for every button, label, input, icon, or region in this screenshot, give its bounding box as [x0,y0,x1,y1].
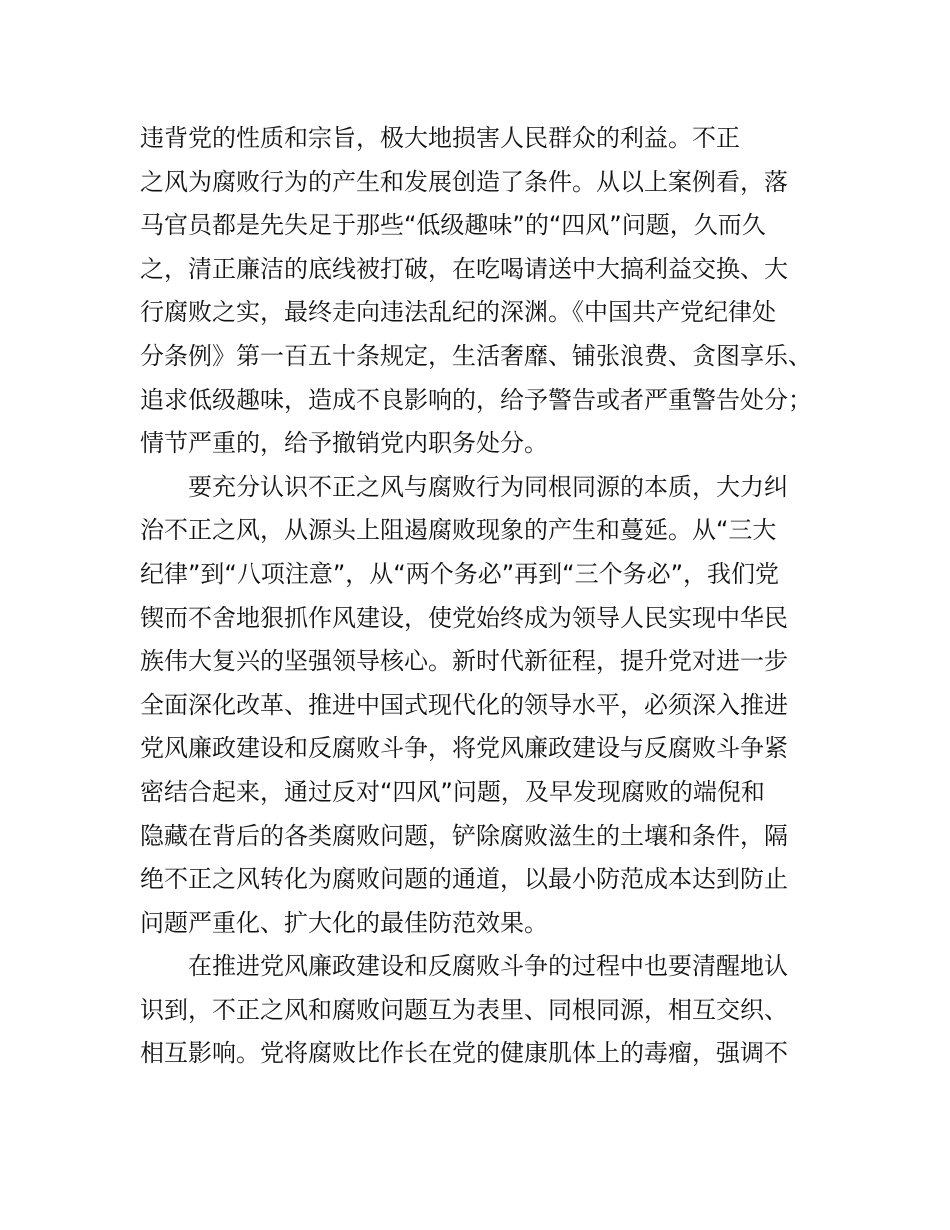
text-line: 相互影响。党将腐败比作长在党的健康肌体上的毒瘤，强调不 [140,1039,788,1068]
text-line: 党风廉政建设和反腐败斗争，将党风廉政建设与反腐败斗争紧 [140,734,788,763]
text-line: 密结合起来，通过反对“四风”问题，及早发现腐败的端倪和 [140,777,765,806]
document-body [140,117,840,1076]
text-line: 要充分认识不正之风与腐败行为同根同源的本质，大力纠 [188,472,788,501]
text-line: 族伟大复兴的坚强领导核心。新时代新征程，提升党对进一步 [140,647,788,676]
paragraph-3 [140,945,840,1076]
text-line: 分条例》第一百五十条规定，生活奢靡、铺张浪费、贪图享乐、 [140,341,812,370]
text-line: 行腐败之实，最终走向违法乱纪的深渊。《中国共产党纪律处 [140,298,776,327]
text-line: 在推进党风廉政建设和反腐败斗争的过程中也要清醒地认 [188,952,788,981]
text-line: 问题严重化、扩大化的最佳防范效果。 [140,908,548,937]
paragraph-2 [140,466,840,946]
text-line: 情节严重的，给予撤销党内职务处分。 [140,429,548,458]
paragraph-1 [140,117,840,466]
text-line: 之风为腐败行为的产生和发展创造了条件。从以上案例看，落 [140,167,788,196]
text-line: 识到，不正之风和腐败问题互为表里、同根同源，相互交织、 [140,995,788,1024]
text-line: 隐藏在背后的各类腐败问题，铲除腐败滋生的土壤和条件，隔 [140,821,788,850]
text-line: 马官员都是先失足于那些“低级趣味”的“四风”问题，久而久 [140,211,766,240]
text-line: 绝不正之风转化为腐败问题的通道，以最小防范成本达到防止 [140,865,788,894]
text-line: 锲而不舍地狠抓作风建设，使党始终成为领导人民实现中华民 [140,603,788,632]
text-line: 之，清正廉洁的底线被打破，在吃喝请送中大搞利益交换、大 [140,254,788,283]
text-line: 违背党的性质和宗旨，极大地损害人民群众的利益。不正 [140,124,740,152]
text-line: 纪律”到“八项注意”，从“两个务必”再到“三个务必”，我们党 [140,559,780,588]
text-line: 治不正之风，从源头上阻遏腐败现象的产生和蔓延。从“三大 [140,516,777,545]
text-line: 追求低级趣味，造成不良影响的，给予警告或者严重警告处分； [140,385,812,414]
text-line: 全面深化改革、推进中国式现代化的领导水平，必须深入推进 [140,690,788,719]
